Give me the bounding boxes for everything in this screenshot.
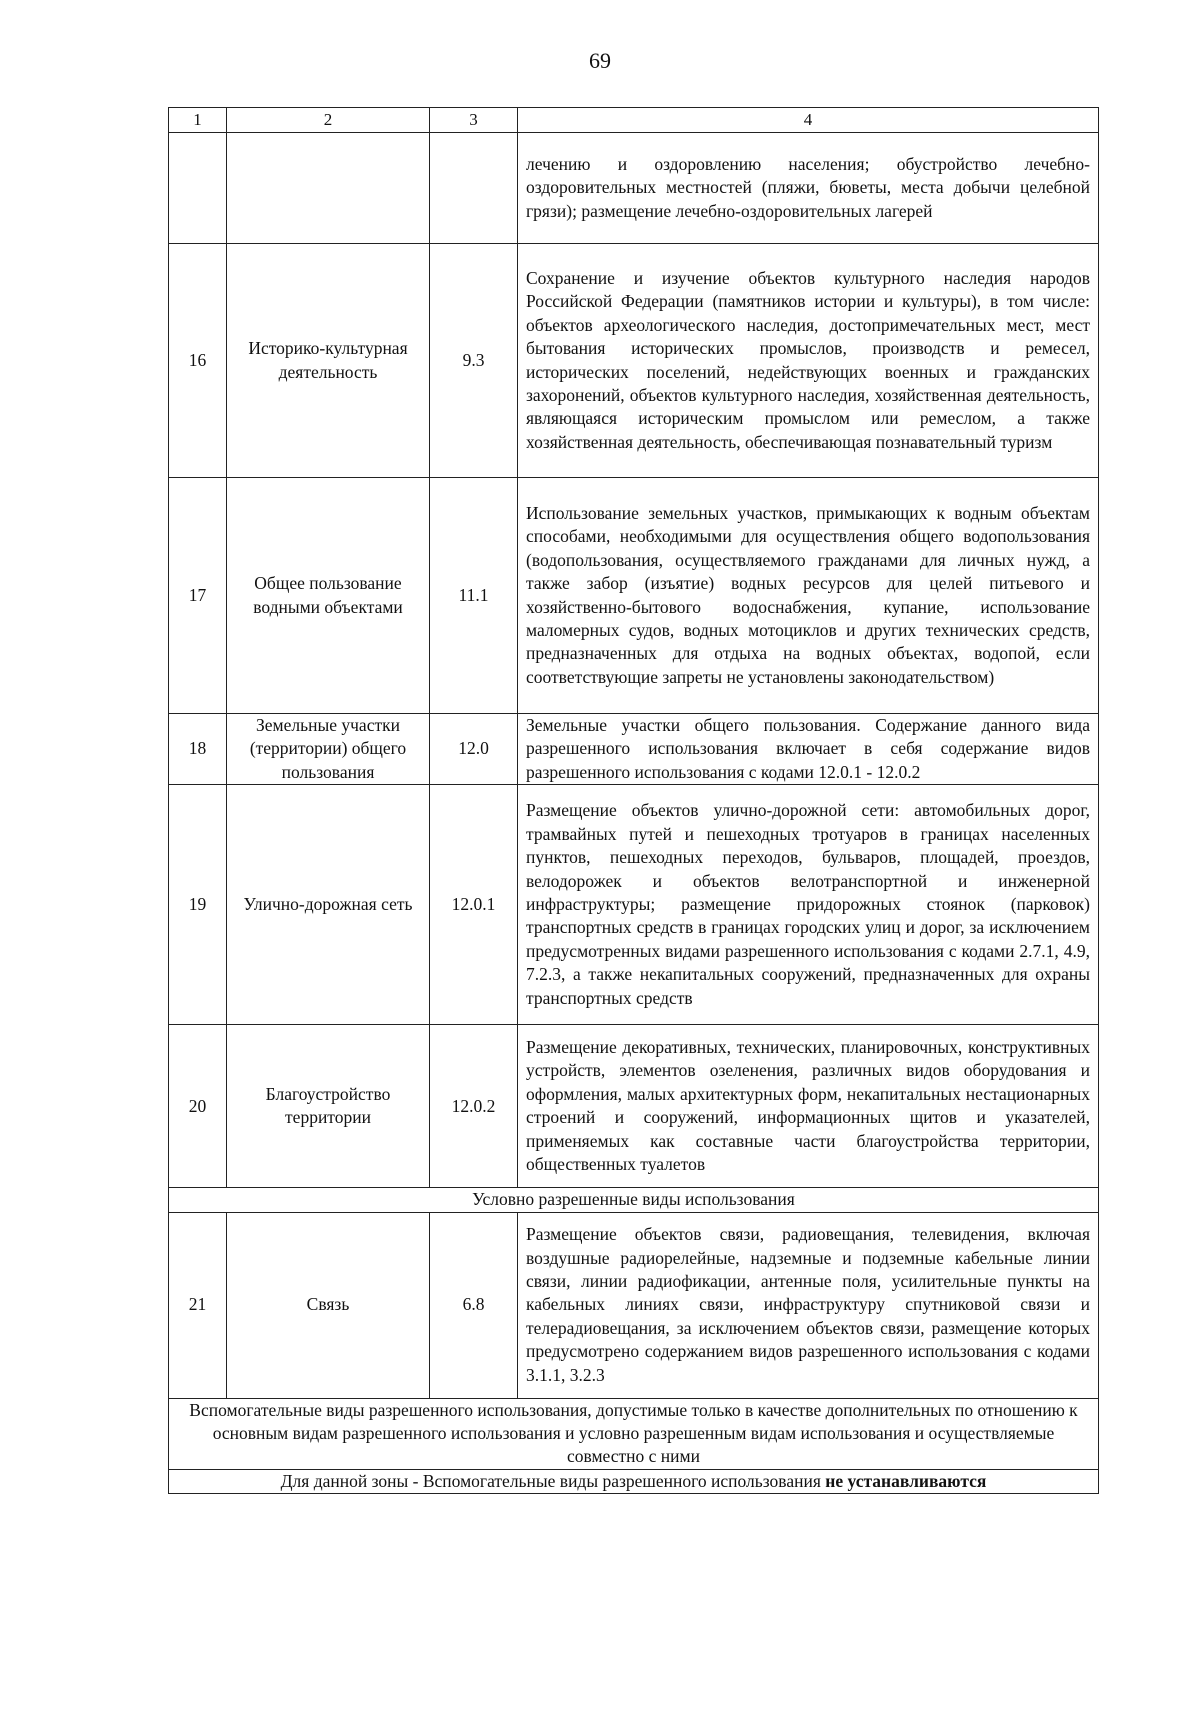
row-num: 18: [169, 714, 227, 785]
row-description: Использование земельных участков, примыкающих к водным объектам способами, необходимыми для осуществления общего водопользования (водопользования, осуществляемого гражданами для личных нужд, а также забор (изъятие) водных ресурсов для целей питьевого и хозяйственно-бытового водоснабжения, купание, использование маломерных судов, водных мотоциклов и других технических средств, предназначенных для отдыха на водных объектах, водопой, если соответствующие запреты не установлены законодательством): [518, 478, 1099, 714]
row-description: Размещение объектов связи, радиовещания, телевидения, включая воздушные радиорелейные, надземные и подземные кабельные линии связи, линии радиофикации, антенные поля, усилительные пункты на кабельных линиях связи, инфраструктуру спутниковой связи и телерадиовещания, за исключением объектов связи, размещение которых предусмотрено содержанием видов разрешенного использования с кодами 3.1.1, 3.2.3: [518, 1212, 1099, 1398]
section-title-auxiliary: Вспомогательные виды разрешенного использования, допустимые только в качестве дополнительных по отношению к основным видам разрешенного использования и условно разрешенным видам использования и осуществляемые совместно с ними: [169, 1398, 1099, 1469]
row-num: 16: [169, 244, 227, 478]
row-name: Связь: [227, 1212, 430, 1398]
row-code: 9.3: [430, 244, 518, 478]
footer-note: [169, 1469, 1099, 1493]
row-description: Земельные участки общего пользования. Содержание данного вида разрешенного использования включает в себя содержание видов разрешенного использования с кодами 12.0.1 - 12.0.2: [518, 714, 1099, 785]
page-number: 69: [589, 48, 611, 73]
header-col-4: 4: [518, 108, 1099, 133]
section-title-conditional: Условно разрешенные виды использования: [169, 1188, 1099, 1212]
footer-row: [169, 1469, 1099, 1493]
row-name: Общее пользование водными объектами: [227, 478, 430, 714]
row-code: 12.0.2: [430, 1025, 518, 1188]
row-code: 12.0: [430, 714, 518, 785]
table-row: [169, 244, 1099, 478]
header-col-1: 1: [169, 108, 227, 133]
row-name: Благоустройство территории: [227, 1025, 430, 1188]
table-row: [169, 1212, 1099, 1398]
row-name: Земельные участки (территории) общего пользования: [227, 714, 430, 785]
row-code: 12.0.1: [430, 785, 518, 1025]
row-num: 19: [169, 785, 227, 1025]
table-header-row: [169, 108, 1099, 133]
header-col-3: 3: [430, 108, 518, 133]
row-code: 6.8: [430, 1212, 518, 1398]
row-name: Улично-дорожная сеть: [227, 785, 430, 1025]
section-row-auxiliary: [169, 1398, 1099, 1469]
row-num: [169, 133, 227, 244]
footer-note-prefix: Для данной зоны - Вспомогательные виды разрешенного использования: [280, 1470, 826, 1491]
row-name: [227, 133, 430, 244]
row-num: 20: [169, 1025, 227, 1188]
land-use-table: [168, 107, 1099, 1494]
row-description: Размещение объектов улично-дорожной сети: автомобильных дорог, трамвайных путей и пешеходных тротуаров в границах населенных пунктов, пешеходных переходов, бульваров, площадей, проездов, велодорожек и объектов велотранспортной и инженерной инфраструктуры; размещение придорожных стоянок (парковок) транспортных средств в границах городских улиц и дорог, за исключением предусмотренных видами разрешенного использования с кодами 2.7.1, 4.9, 7.2.3, а также некапитальных сооружений, предназначенных для охраны транспортных средств: [518, 785, 1099, 1025]
table-row: [169, 785, 1099, 1025]
row-description: Сохранение и изучение объектов культурного наследия народов Российской Федерации (памятников истории и культуры), в том числе: объектов археологического наследия, достопримечательных мест, мест бытования исторических промыслов, производств и ремесел, исторических поселений, недействующих военных и гражданских захоронений, объектов культурного наследия, хозяйственная деятельность, являющаяся историческим промыслом или ремеслом, а также хозяйственная деятельность, обеспечивающая познавательный туризм: [518, 244, 1099, 478]
section-row-conditional: [169, 1188, 1099, 1212]
row-description: Размещение декоративных, технических, планировочных, конструктивных устройств, элементов озеленения, различных видов оборудования и оформления, малых архитектурных форм, некапитальных нестационарных строений и сооружений, информационных щитов и указателей, применяемых как составные части благоустройства территории, общественных туалетов: [518, 1025, 1099, 1188]
row-code: [430, 133, 518, 244]
row-num: 21: [169, 1212, 227, 1398]
row-description: лечению и оздоровлению населения; обустройство лечебно-оздоровительных местностей (пляжи, бюветы, места добычи целебной грязи); размещение лечебно-оздоровительных лагерей: [518, 133, 1099, 244]
table-row: [169, 1025, 1099, 1188]
table-row-continuation: [169, 133, 1099, 244]
row-code: 11.1: [430, 478, 518, 714]
row-num: 17: [169, 478, 227, 714]
footer-note-bold: не устанавливаются: [825, 1470, 987, 1491]
row-name: Историко-культурная деятельность: [227, 244, 430, 478]
table-row: [169, 714, 1099, 785]
header-col-2: 2: [227, 108, 430, 133]
table-row: [169, 478, 1099, 714]
